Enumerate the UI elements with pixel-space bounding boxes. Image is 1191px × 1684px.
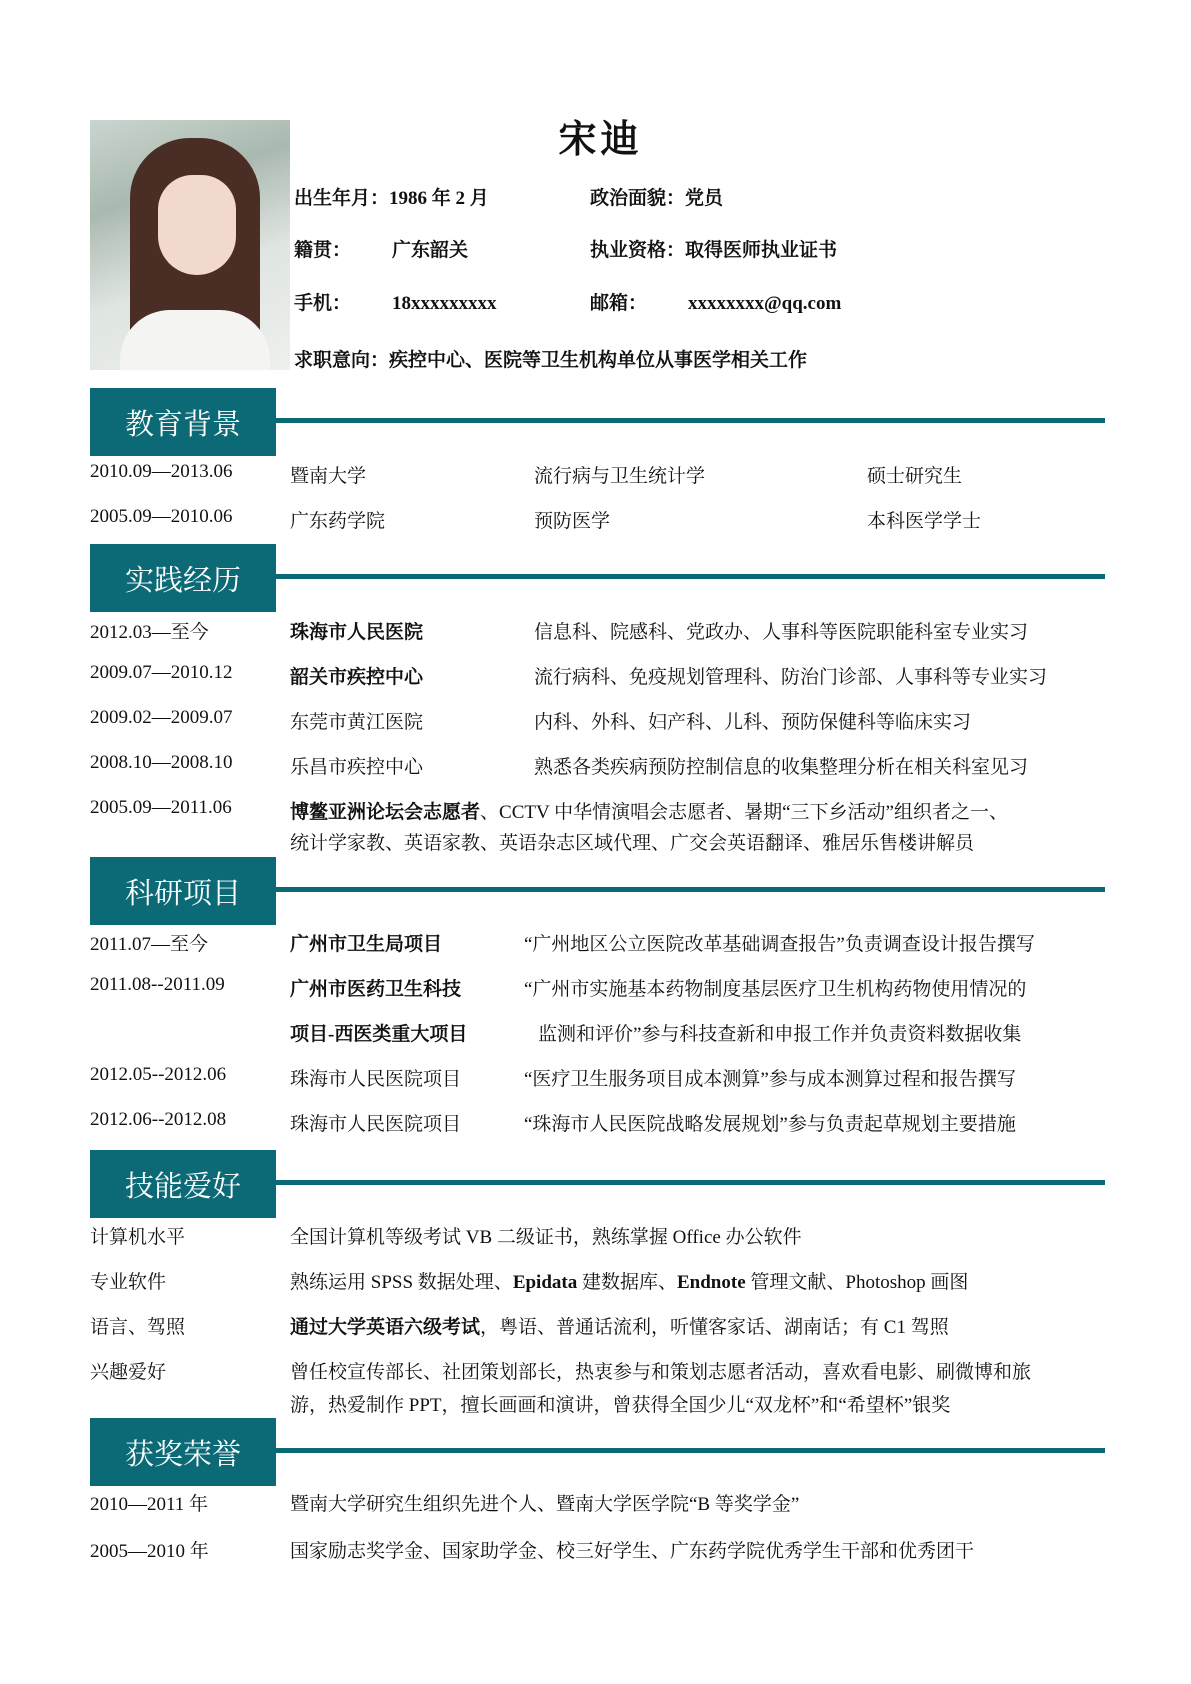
practice-date: 2012.03—至今 <box>90 622 209 643</box>
section-title-awards: 获奖荣誉 <box>90 1418 276 1486</box>
practice-org: 珠海市人民医院 <box>290 622 424 643</box>
birth-info <box>294 183 489 210</box>
practice-date: 2009.02—2009.07 <box>90 707 233 728</box>
skill-value <box>290 1312 949 1339</box>
volunteer-line2: 统计学家教、英语家教、英语杂志区域代理、广交会英语翻译、雅居乐售楼讲解员 <box>290 833 975 854</box>
volunteer-line1 <box>290 797 1008 824</box>
skill-value: 全国计算机等级考试 VB 二级证书，熟练掌握 Office 办公软件 <box>290 1227 802 1248</box>
section-education <box>90 388 1105 456</box>
award-date: 2010—2011 年 <box>90 1494 209 1515</box>
research-org: 广州市医药卫生科技 <box>290 979 462 1000</box>
objective-label: 求职意向： <box>294 350 390 371</box>
political-value: 党员 <box>685 188 724 209</box>
political-info <box>590 183 723 210</box>
edu-date: 2010.09—2013.06 <box>90 461 233 482</box>
license-value: 取得医师执业证书 <box>685 240 838 261</box>
skill-label: 计算机水平 <box>90 1227 186 1248</box>
edu-degree: 本科医学学士 <box>867 511 982 532</box>
volunteer-bold: 博鳌亚洲论坛会志愿者 <box>290 802 481 823</box>
practice-date: 2009.07—2010.12 <box>90 662 233 683</box>
text-part: ，粤语、普通话流利，听懂客家话、湖南话；有 C1 驾照 <box>480 1317 949 1338</box>
section-divider <box>276 887 1105 892</box>
license-info <box>590 235 837 262</box>
research-desc: 监测和评价”参与科技查新和申报工作并负责资料数据收集 <box>538 1024 1022 1045</box>
research-desc: “珠海市人民医院战略发展规划”参与负责起草规划主要措施 <box>524 1114 1016 1135</box>
research-date: 2012.05--2012.06 <box>90 1064 227 1085</box>
text-part-bold: Epidata <box>512 1272 578 1293</box>
section-title-skills: 技能爱好 <box>90 1150 276 1218</box>
research-date: 2011.07—至今 <box>90 934 209 955</box>
section-title-practice: 实践经历 <box>90 544 276 612</box>
section-research <box>90 857 1105 925</box>
research-org: 广州市卫生局项目 <box>290 934 443 955</box>
section-divider <box>276 574 1105 579</box>
edu-major: 预防医学 <box>534 511 611 532</box>
volunteer-text: 、CCTV 中华情演唱会志愿者、暑期“三下乡活动”组织者之一、 <box>480 802 1008 823</box>
skill-label: 兴趣爱好 <box>90 1362 167 1383</box>
practice-date: 2008.10—2008.10 <box>90 752 233 773</box>
birth-value: 1986 年 2 月 <box>389 188 489 209</box>
photo-face <box>158 175 236 275</box>
section-title-education: 教育背景 <box>90 388 276 456</box>
research-desc: “医疗卫生服务项目成本测算”参与成本测算过程和报告撰写 <box>524 1069 1016 1090</box>
text-part: SPSS <box>370 1272 414 1293</box>
edu-major: 流行病与卫生统计学 <box>534 466 706 487</box>
section-divider <box>276 418 1105 423</box>
section-awards <box>90 1418 1105 1486</box>
text-part-bold: 通过大学英语六级考试 <box>290 1317 481 1338</box>
skill-value: 曾任校宣传部长、社团策划部长，热衷参与和策划志愿者活动，喜欢看电影、刷微博和旅 <box>290 1362 1032 1383</box>
section-title-research: 科研项目 <box>90 857 276 925</box>
hometown-info <box>294 235 468 262</box>
email-label: 邮箱： <box>590 293 648 314</box>
practice-org: 乐昌市疾控中心 <box>290 757 424 778</box>
research-date: 2011.08--2011.09 <box>90 974 225 995</box>
award-date: 2005—2010 年 <box>90 1541 209 1562</box>
practice-org: 韶关市疾控中心 <box>290 667 424 688</box>
research-date: 2012.06--2012.08 <box>90 1109 227 1130</box>
phone-value: 18xxxxxxxxx <box>392 293 497 314</box>
practice-desc: 熟悉各类疾病预防控制信息的收集整理分析在相关科室见习 <box>534 757 1029 778</box>
practice-desc: 信息科、院感科、党政办、人事科等医院职能科室专业实习 <box>534 622 1029 643</box>
text-part-bold: Endnote <box>677 1272 746 1293</box>
text-part: 管理文献、Photoshop 画图 <box>745 1272 969 1293</box>
text-part: 数据处理、 <box>413 1272 513 1293</box>
edu-school: 广东药学院 <box>290 511 386 532</box>
political-label: 政治面貌： <box>590 188 686 209</box>
section-divider <box>276 1180 1105 1185</box>
objective-value: 疾控中心、医院等卫生机构单位从事医学相关工作 <box>389 350 808 371</box>
section-skills <box>90 1150 1105 1218</box>
email-info <box>590 288 841 315</box>
objective-info <box>294 345 807 372</box>
email-value[interactable]: xxxxxxxx@qq.com <box>688 293 842 314</box>
hobby-line2: 游，热爱制作 PPT，擅长画画和演讲，曾获得全国少儿“双龙杯”和“希望杯”银奖 <box>290 1395 951 1416</box>
license-label: 执业资格： <box>590 240 686 261</box>
research-desc: “广州市实施基本药物制度基层医疗卫生机构药物使用情况的 <box>524 979 1027 1000</box>
edu-school: 暨南大学 <box>290 466 367 487</box>
skill-label: 专业软件 <box>90 1272 167 1293</box>
hometown-value: 广东韶关 <box>392 240 469 261</box>
resume-name: 宋迪 <box>558 119 643 161</box>
research-org: 项目-西医类重大项目 <box>290 1024 468 1045</box>
research-org: 珠海市人民医院项目 <box>290 1114 462 1135</box>
edu-degree: 硕士研究生 <box>867 466 963 487</box>
phone-label: 手机： <box>294 293 352 314</box>
text-part: 熟练运用 <box>290 1272 371 1293</box>
birth-label: 出生年月： <box>294 188 390 209</box>
practice-desc: 流行病科、免疫规划管理科、防治门诊部、人事科等专业实习 <box>534 667 1048 688</box>
volunteer-date: 2005.09—2011.06 <box>90 797 232 818</box>
research-desc: “广州地区公立医院改革基础调查报告”负责调查设计报告撰写 <box>524 934 1035 955</box>
award-desc: 暨南大学研究生组织先进个人、暨南大学医学院“B 等奖学金” <box>290 1494 800 1515</box>
phone-info <box>294 288 497 315</box>
practice-org: 东莞市黄江医院 <box>290 712 424 733</box>
section-practice <box>90 544 1105 612</box>
text-part: 建数据库、 <box>577 1272 677 1293</box>
section-divider <box>276 1448 1105 1453</box>
award-desc: 国家励志奖学金、国家助学金、校三好学生、广东药学院优秀学生干部和优秀团干 <box>290 1541 975 1562</box>
practice-desc: 内科、外科、妇产科、儿科、预防保健科等临床实习 <box>534 712 972 733</box>
skill-value <box>290 1267 968 1294</box>
edu-date: 2005.09—2010.06 <box>90 506 233 527</box>
research-org: 珠海市人民医院项目 <box>290 1069 462 1090</box>
skill-label: 语言、驾照 <box>90 1317 186 1338</box>
photo-shirt <box>120 310 270 370</box>
hometown-label: 籍贯： <box>294 240 352 261</box>
